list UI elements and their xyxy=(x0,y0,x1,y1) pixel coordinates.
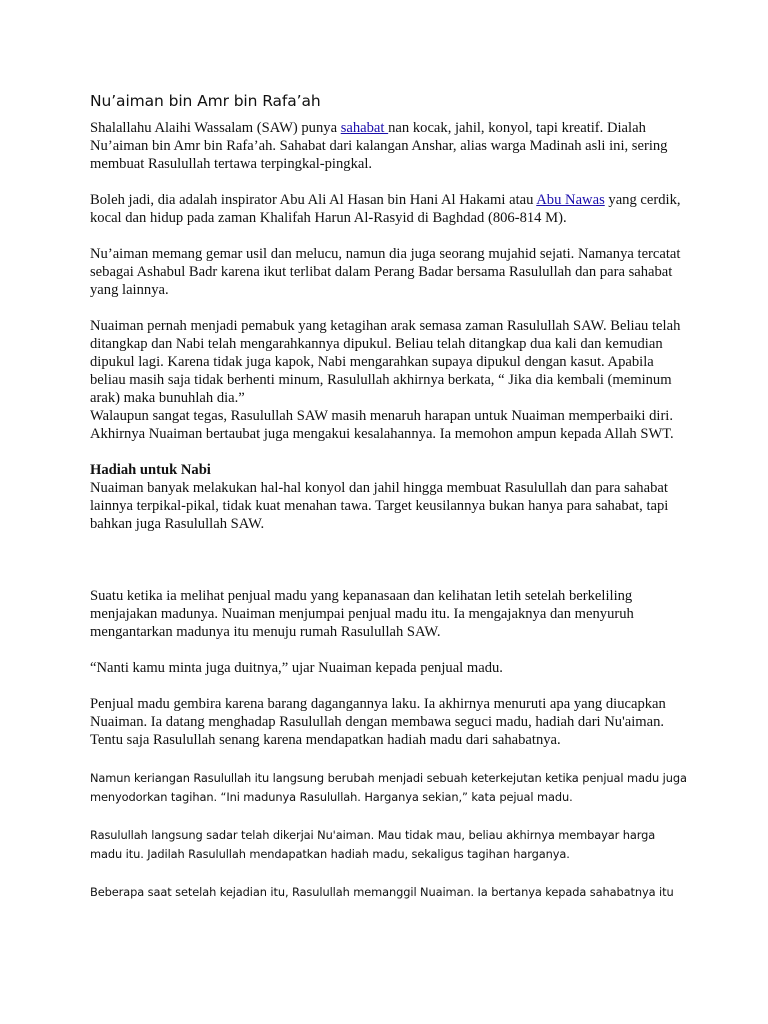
paragraph-inspirator xyxy=(90,191,690,227)
article-body xyxy=(90,92,690,902)
paragraph-intro-text-before: Shalallahu Alaihi Wassalam (SAW) punya xyxy=(90,120,341,136)
paragraph-dikerjai: Rasulullah langsung sadar telah dikerjai Nu'aiman. Mau tidak mau, beliau akhirnya membayar harga madu itu. Jadilah Rasulullah mendapatkan hadiah madu, sekaligus tagihan harganya. xyxy=(90,828,656,861)
link-sahabat[interactable]: sahabat xyxy=(340,120,389,136)
paragraph-tagihan: Namun keriangan Rasulullah itu langsung berubah menjadi sebuah keterkejutan ketika penjual madu juga menyodorkan tagihan. “Ini madunya Rasulullah. Harganya sekian,” kata pejual madu. xyxy=(90,771,687,804)
link-abu-nawas[interactable]: Abu Nawas xyxy=(536,192,605,208)
paragraph-hadiah-madu: Penjual madu gembira karena barang dagangannya laku. Ia akhirnya menuruti apa yang diucapkan Nuaiman. Ia datang menghadap Rasulullah dengan membawa seguci madu, hadiah dari Nu'aiman. Tentu saja Rasulullah senang karena mendapatkan hadiah madu dari sahabatnya. xyxy=(90,696,666,748)
paragraph-pemabuk: Nuaiman pernah menjadi pemabuk yang ketagihan arak semasa zaman Rasulullah SAW. Beliau telah ditangkap dan Nabi telah mengarahkannya dipukul. Beliau telah ditangkap dua kali dan kemudian dipukul lagi. Karena tidak juga kapok, Nabi mengarahkan supaya dipukul dengan kasut. Apabila beliau masih saja tidak berhenti minum, Rasulullah akhirnya berkata, “ Jika dia kembali (meminum arak) maka bunuhlah dia.” xyxy=(90,318,681,406)
paragraph-konyol: Nuaiman banyak melakukan hal-hal konyol dan jahil hingga membuat Rasulullah dan para sahabat lainnya terpikal-pikal, tidak kuat menahan tawa. Target keusilannya bukan hanya para sahabat, tapi bahkan juga Rasulullah SAW. xyxy=(90,480,669,532)
paragraph-quote-duit: “Nanti kamu minta juga duitnya,” ujar Nuaiman kepada penjual madu. xyxy=(90,660,503,676)
paragraph-bertaubat: Walaupun sangat tegas, Rasulullah SAW masih menaruh harapan untuk Nuaiman memperbaiki diri. Akhirnya Nuaiman bertaubat juga mengakui kesalahannya. Ia memohon ampun kepada Allah SWT. xyxy=(90,408,674,442)
paragraph-mujahid: Nu’aiman memang gemar usil dan melucu, namun dia juga seorang mujahid sejati. Namanya tercatat sebagai Ashabul Badr karena ikut terlibat dalam Perang Badar bersama Rasulullah dan para sahabat yang lainnya. xyxy=(90,246,681,298)
article-title: Nu’aiman bin Amr bin Rafa’ah xyxy=(90,92,321,110)
paragraph-penjual-madu: Suatu ketika ia melihat penjual madu yang kepanasaan dan kelihatan letih setelah berkeliling menjajakan madunya. Nuaiman menjumpai penjual madu itu. Ia mengajaknya dan menyuruh mengantarkan madunya itu menuju rumah Rasulullah SAW. xyxy=(90,588,634,640)
paragraph-intro-text-after: nan kocak, jahil, konyol, tapi kreatif. Dialah Nu’aiman bin Amr bin Rafa’ah. Sahabat dari kalangan Anshar, alias warga Madinah asli ini, sering membuat Rasulullah tertawa terpingkal-pingkal. xyxy=(90,120,668,172)
paragraph-memanggil: Beberapa saat setelah kejadian itu, Rasulullah memanggil Nuaiman. Ia bertanya kepada sahabatnya itu xyxy=(90,885,674,899)
section-heading-hadiah: Hadiah untuk Nabi xyxy=(90,462,211,478)
sans-section xyxy=(90,769,690,902)
paragraph-inspirator-text-after: yang cerdik, kocal dan hidup pada zaman Khalifah Harun Al-Rasyid di Baghdad (806-814 M). xyxy=(90,192,681,226)
paragraph-intro xyxy=(90,119,690,173)
paragraph-inspirator-text-before: Boleh jadi, dia adalah inspirator Abu Ali Al Hasan bin Hani Al Hakami atau xyxy=(90,192,537,208)
